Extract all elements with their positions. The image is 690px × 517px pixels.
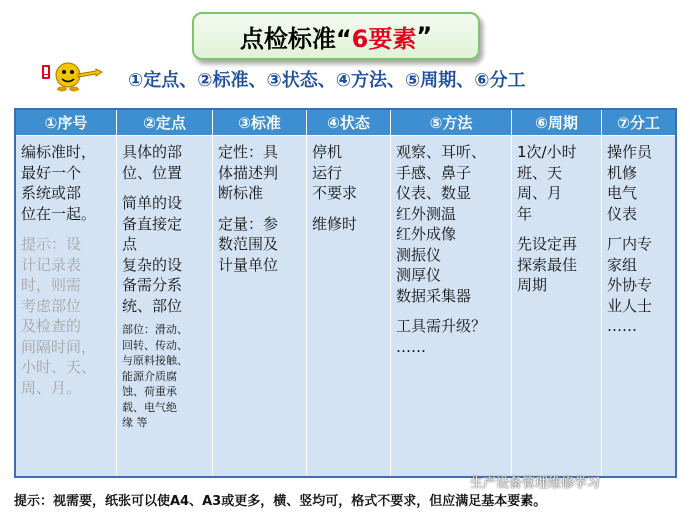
- cell-text: 1次/小时 班、天 周、月 年: [517, 143, 577, 223]
- cell-text: 简单的设 备直接定 点 复杂的设 备需分系 统、部位: [122, 194, 183, 315]
- column-header: ①序号: [16, 110, 116, 136]
- hint-text: 提示：设 计记录表 时，则需 考虑部位 及检查的 间隔时间， 小时、天、 周、月。: [21, 235, 97, 397]
- title-suffix: ”: [416, 22, 433, 50]
- column-point: [117, 110, 213, 476]
- watermark: 生产设备管理维修学习: [470, 476, 601, 491]
- column-header: ⑤方法: [391, 110, 511, 136]
- cell-text: 厂内专 家组 外协专 业人士 ……: [607, 235, 653, 335]
- cell-text: 编标准时， 最好一个 系统或部 位在一起。: [21, 143, 97, 223]
- mascot-icon: [40, 58, 120, 92]
- cell-text: 定量：参 数范围及 计量单位: [218, 214, 279, 274]
- cell-text: 先设定再 探索最佳 周期: [517, 235, 578, 294]
- column-sequence: [16, 110, 117, 476]
- title-highlight: 6要素: [351, 24, 417, 53]
- column-header: ⑥周期: [512, 110, 601, 136]
- column-method: [391, 110, 512, 476]
- column-standard: [213, 110, 307, 476]
- footer-note: 提示：视需要，纸张可以使A4、A3或更多，横、竖均可，格式不要求，但应满足基本要素。: [14, 494, 547, 509]
- column-header: ③标准: [213, 110, 306, 136]
- cell-text: 工具需升级？ ……: [396, 317, 487, 356]
- small-note: 部位：滑动、 回转、传动、 与原料接触、 能源介质腐 蚀、荷重承 载、电气绝 缘 等: [122, 323, 188, 429]
- column-header: ②定点: [117, 110, 212, 136]
- cell-text: 具体的部 位、位置: [122, 143, 183, 182]
- subtitle: ①定点、②标准、③状态、④方法、⑤周期、⑥分工: [128, 70, 526, 91]
- page-title: [192, 12, 480, 60]
- column-header: ④状态: [307, 110, 390, 136]
- title-prefix: 点检标准“: [239, 24, 352, 53]
- cell-text: 定性：具 体描述判 断标准: [218, 143, 279, 202]
- column-period: [512, 110, 602, 476]
- column-division: [602, 110, 675, 476]
- cell-text: 操作员 机修 电气 仪表: [607, 143, 653, 223]
- column-header: ⑦分工: [602, 110, 675, 136]
- cell-text: 维修时: [312, 214, 358, 233]
- cell-text: 观察、耳听、 手感、鼻子 仪表、数显 红外测温 红外成像 测振仪 测厚仪 数据采集器: [396, 143, 487, 305]
- column-state: [307, 110, 391, 476]
- cell-text: 停机 运行 不要求: [312, 143, 358, 202]
- standard-table: [14, 108, 677, 478]
